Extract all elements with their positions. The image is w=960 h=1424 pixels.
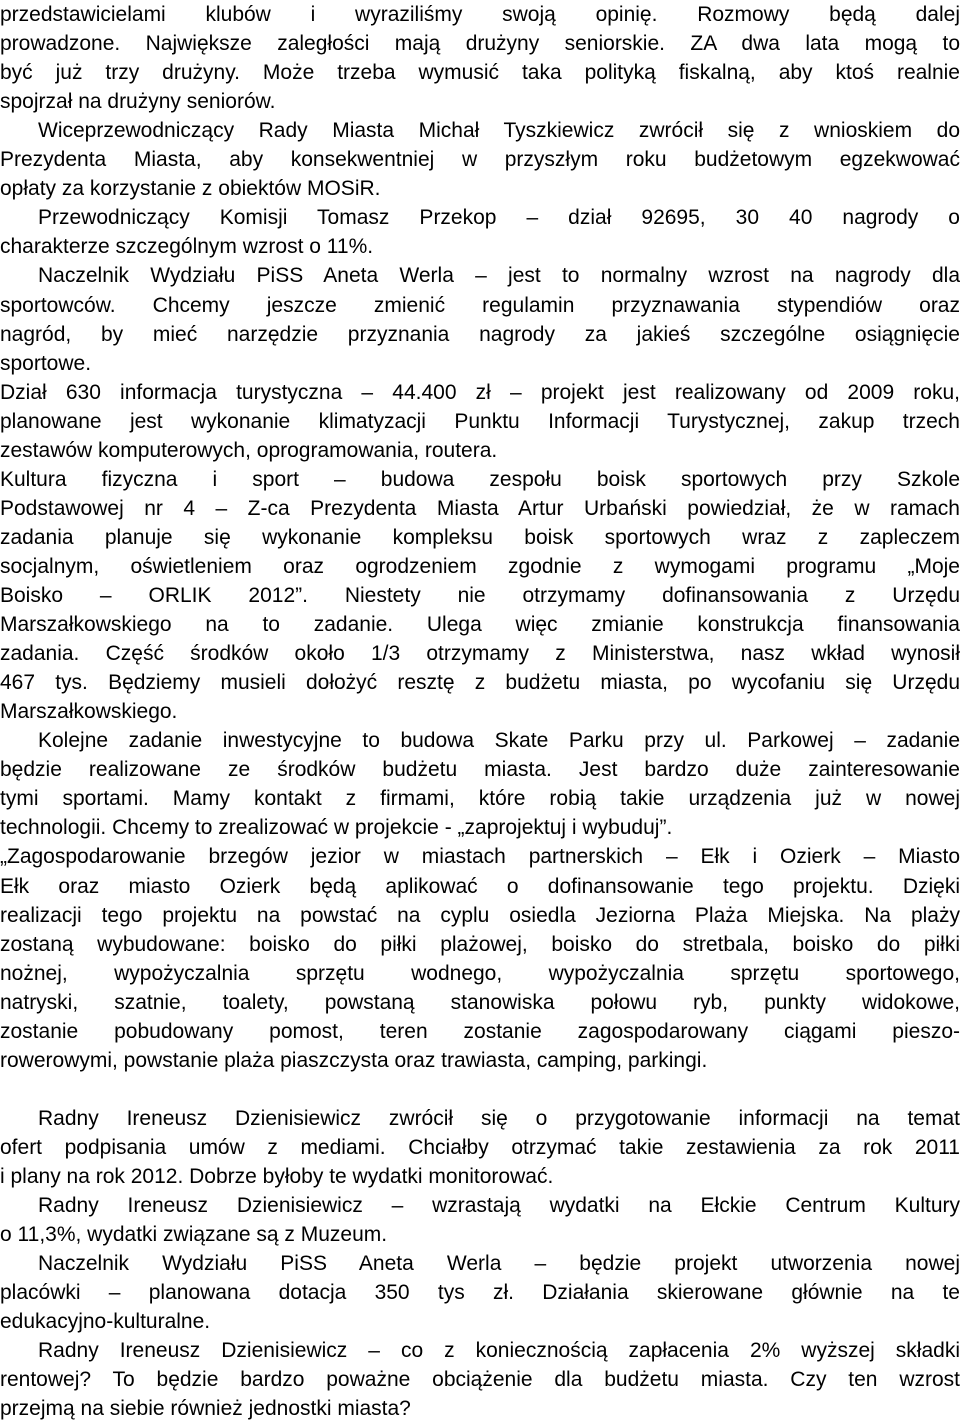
text-line: Dział 630 informacja turystyczna – 44.400 zł – projekt jest realizowany od 2009 roku,	[0, 380, 960, 404]
text-line: Prezydenta Miasta, aby konsekwentniej w przyszłym roku budżetowym egzekwować	[0, 148, 960, 172]
text-line: natryski, szatnie, toalety, powstaną stanowiska połowu ryb, punkty widokowe,	[0, 990, 960, 1014]
text-line: Marszałkowskiego.	[0, 700, 178, 724]
text-line: Marszałkowskiego na to zadanie. Ulega więc zmianie konstrukcja finansowania	[0, 613, 960, 637]
text-line: nagród, by mieć narzędzie przyznania nagrody za jakieś szczególne osiągnięcie	[0, 322, 960, 346]
text-line: będzie realizowane ze środków budżetu miasta. Jest bardzo duże zainteresowanie	[0, 758, 960, 782]
text-line: być już trzy drużyny. Może trzeba wymusić taka polityką fiskalną, aby ktoś realnie	[0, 61, 960, 85]
text-line: nożnej, wypożyczalnia sprzętu wodnego, wypożyczalnia sprzętu sportowego,	[0, 961, 960, 985]
text-line: Naczelnik Wydziału PiSS Aneta Werla – będzie projekt utworzenia nowej	[38, 1252, 960, 1276]
text-line: o 11,3%, wydatki związane są z Muzeum.	[0, 1223, 388, 1247]
text-line: tymi sportami. Mamy kontakt z firmami, które robią takie urządzenia już w nowej	[0, 787, 960, 811]
text-line: charakterze szczególnym wzrost o 11%.	[0, 235, 374, 259]
text-line: Radny Ireneusz Dzienisiewicz – wzrastają wydatki na Ełckie Centrum Kultury	[38, 1194, 960, 1218]
text-line: Radny Ireneusz Dzienisiewicz zwrócił się o przygotowanie informacji na temat	[38, 1106, 960, 1130]
text-line: Wiceprzewodniczący Rady Miasta Michał Tyszkiewicz zwrócił się z wnioskiem do	[38, 119, 960, 143]
text-line: Boisko – ORLIK 2012”. Niestety nie otrzymamy dofinansowania z Urzędu	[0, 584, 960, 607]
text-line: Przewodniczący Komisji Tomasz Przekop – dział 92695, 30 40 nagrody o	[38, 206, 960, 230]
text-line: zostaną wybudowane: boisko do piłki plażowej, boisko do stretbala, boisko do piłki	[0, 932, 960, 956]
text-line: opłaty za korzystanie z obiektów MOSiR.	[0, 177, 381, 201]
text-line: spojrzał na drużyny seniorów.	[0, 90, 276, 114]
text-line: Kultura fizyczna i sport – budowa zespołu boisk sportowych przy Szkole	[0, 467, 960, 491]
text-line: edukacyjno-kulturalne.	[0, 1310, 211, 1334]
text-line: rentowej? To będzie bardzo poważne obciążenie dla budżetu miasta. Czy ten wzrost	[0, 1368, 960, 1392]
text-line: sportowców. Chcemy jeszcze zmienić regulamin przyznawania stypendiów oraz	[0, 293, 960, 317]
text-line: realizacji tego projektu na powstać na cyplu osiedla Jeziorna Plaża Miejska. Na plaży	[0, 903, 960, 927]
text-line: prowadzone. Największe zaległości mają drużyny seniorskie. ZA dwa lata mogą to	[0, 32, 960, 56]
text-line: przejmą na siebie również jednostki miasta?	[0, 1397, 411, 1421]
text-line: technologii. Chcemy to zrealizować w projekcie - „zaprojektuj i wybuduj”.	[0, 816, 673, 840]
text-line: zadania planuje się wykonanie kompleksu boisk sportowych wraz z zapleczem	[0, 525, 960, 549]
text-line: sportowe.	[0, 351, 92, 375]
text-line: Ełk oraz miasto Ozierk będą aplikować o dofinansowanie tego projektu. Dzięki	[0, 874, 960, 898]
text-line: Naczelnik Wydziału PiSS Aneta Werla – jest to normalny wzrost na nagrody dla	[38, 264, 960, 288]
text-line: i plany na rok 2012. Dobrze byłoby te wydatki monitorować.	[0, 1165, 554, 1188]
text-line: planowane jest wykonanie klimatyzacji Punktu Informacji Turystycznej, zakup trzech	[0, 409, 960, 433]
text-line: Kolejne zadanie inwestycyjne to budowa Skate Parku przy ul. Parkowej – zadanie	[38, 729, 960, 753]
text-line: „Zagospodarowanie brzegów jezior w miastach partnerskich – Ełk i Ozierk – Miasto	[0, 845, 960, 869]
text-line: zostanie pobudowany pomost, teren zostanie zagospodarowany ciągami pieszo-	[0, 1019, 960, 1043]
text-line: Radny Ireneusz Dzienisiewicz – co z koniecznością zapłacenia 2% wyższej składki	[38, 1339, 960, 1363]
text-line: 467 tys. Będziemy musieli dołożyć resztę z budżetu miasta, po wycofaniu się Urzędu	[0, 671, 960, 695]
text-line: zadania. Część środków około 1/3 otrzymamy z Ministerstwa, nasz wkład wynosił	[0, 642, 960, 666]
text-line: socjalnym, oświetleniem oraz ogrodzeniem zgodnie z wymogami programu „Moje	[0, 554, 960, 578]
text-line: rowerowymi, powstanie plaża piaszczysta oraz trawiasta, camping, parkingi.	[0, 1048, 708, 1072]
text-line: przedstawicielami klubów i wyraziliśmy swoją opinię. Rozmowy będą dalej	[0, 3, 960, 26]
text-line: placówki – planowana dotacja 350 tys zł. Działania skierowane głównie na te	[0, 1281, 960, 1305]
text-line: zestawów komputerowych, oprogramowania, routera.	[0, 438, 498, 462]
text-line: Podstawowej nr 4 – Z-ca Prezydenta Miasta Artur Urbański powiedział, że w ramach	[0, 496, 960, 520]
text-line: ofert podpisania umów z mediami. Chciałby otrzymać takie zestawienia za rok 2011	[0, 1135, 960, 1159]
